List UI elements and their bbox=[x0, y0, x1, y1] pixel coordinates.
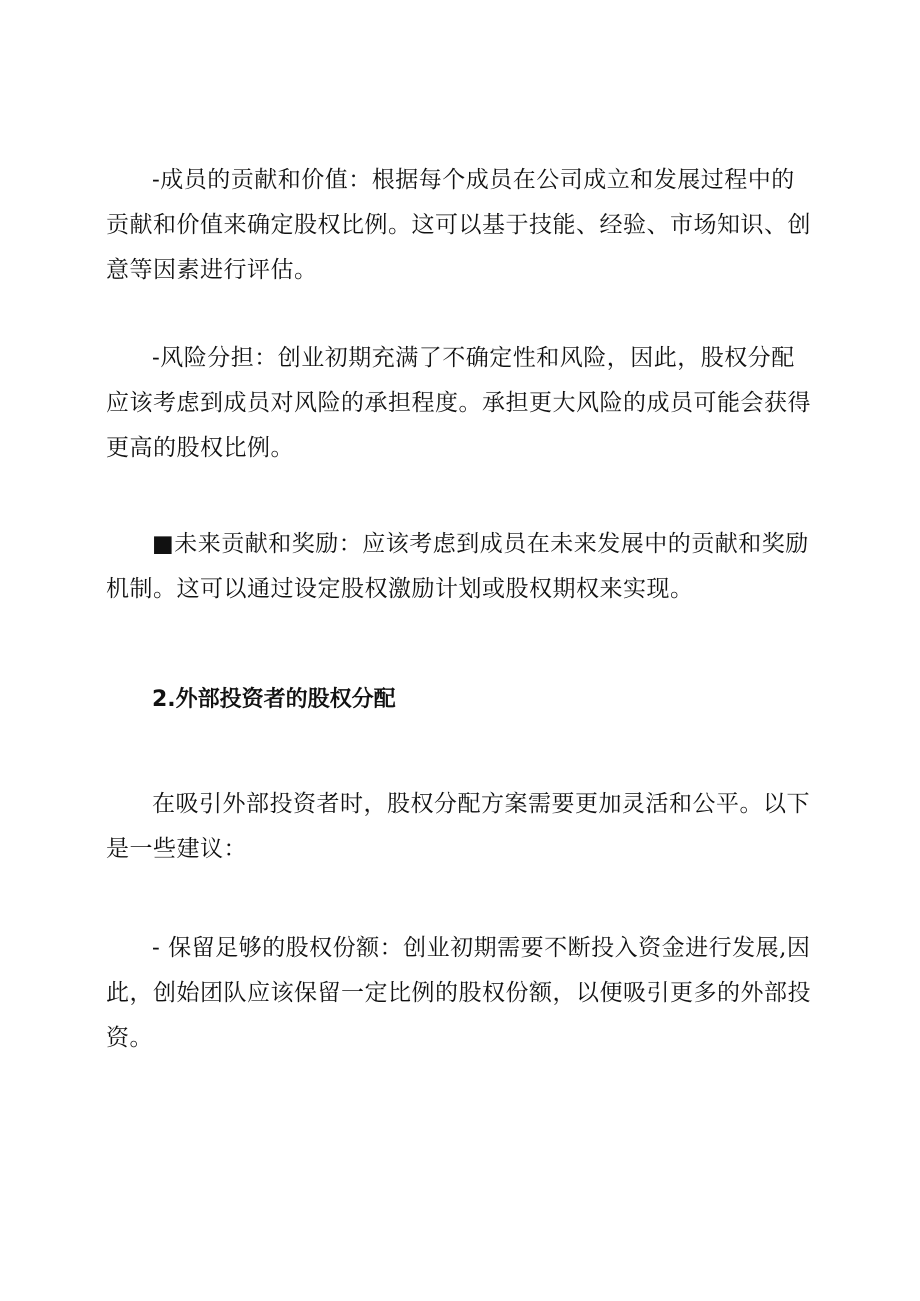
paragraph-member-contribution: -成员的贡献和价值：根据每个成员在公司成立和发展过程中的贡献和价值来确定股权比例。这可以基于技能、经验、市场知识、创意等因素进行评估。 bbox=[106, 167, 811, 283]
paragraph-external-investors-intro: 在吸引外部投资者时，股权分配方案需要更加灵活和公平。以下是一些建议： bbox=[106, 791, 810, 862]
section-heading: 2.外部投资者的股权分配 bbox=[152, 687, 396, 712]
paragraph-risk-sharing: -风险分担：创业初期充满了不确定性和风险，因此，股权分配应该考虑到成员对风险的承担程度。承担更大风险的成员可能会获得更高的股权比例。 bbox=[106, 345, 811, 461]
paragraph-retain-equity: - 保留足够的股权份额：创业初期需要不断投入资金进行发展,因此，创始团队应该保留一定比例的股权份额，以便吸引更多的外部投资。 bbox=[106, 935, 811, 1051]
paragraph-future-contribution: ■未来贡献和奖励：应该考虑到成员在未来发展中的贡献和奖励机制。这可以通过设定股权激励计划或股权期权来实现。 bbox=[106, 531, 809, 602]
